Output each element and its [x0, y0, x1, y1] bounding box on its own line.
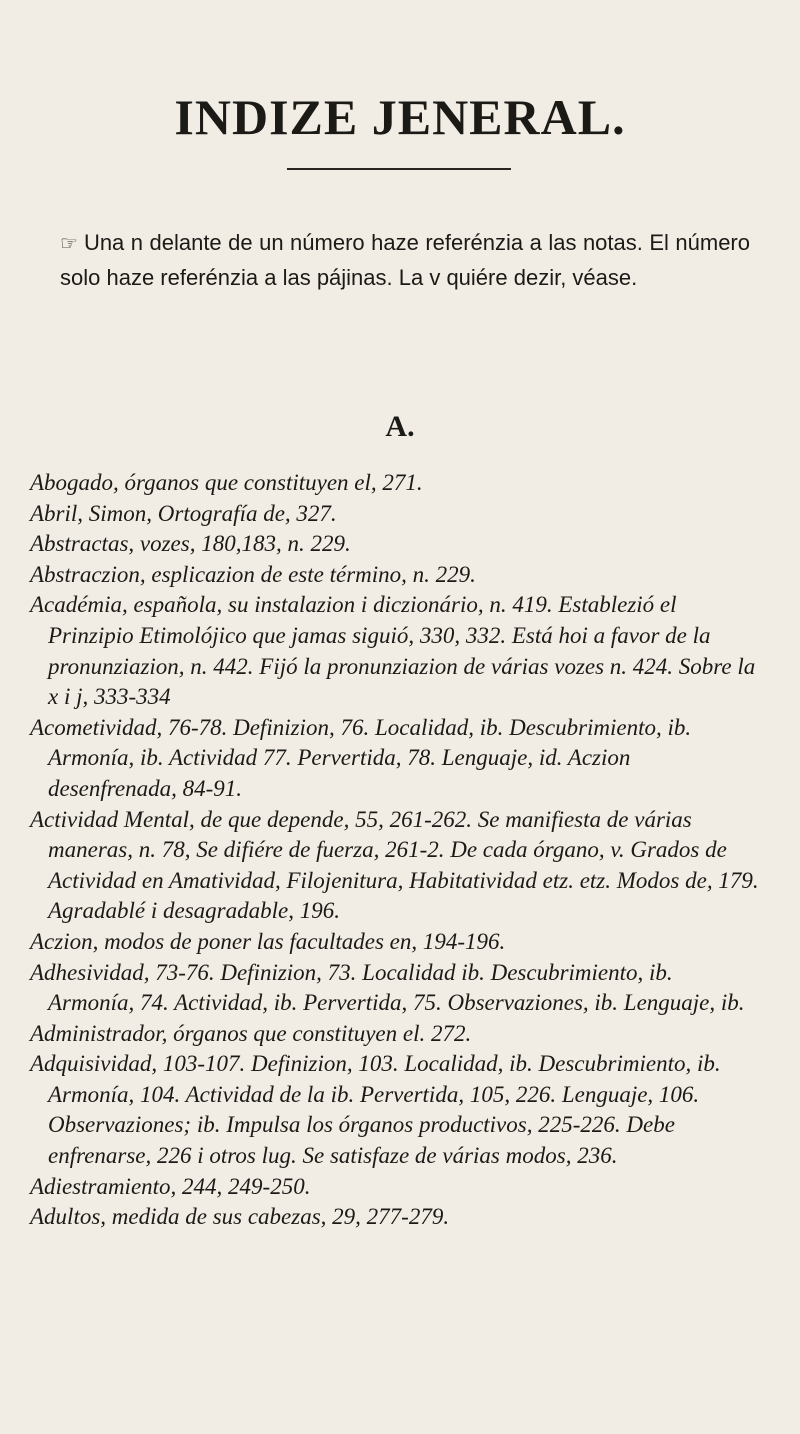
pointing-hand-icon: ☞ [60, 233, 78, 255]
index-entry: Aczion, modos de poner las facultades en, 194-196. [30, 928, 506, 954]
index-entry: Académia, española, su instalazion i diczionário, n. 419. Establezió el Prinzipio Etimolójico que jamas siguió, 330, 332. Está hoi a favor de la pronunziazion, n. 442. Fijó la pronunziazion de várias vozes n. 424. Sobre la x i j, 333-334 [30, 592, 756, 710]
index-entry: Adultos, medida de sus cabezas, 29, 277-279. [30, 1204, 450, 1230]
index-entry: Adiestramiento, 244, 249-250. [30, 1173, 311, 1199]
index-entry: Acometividad, 76-78. Definizion, 76. Localidad, ib. Descubrimiento, ib. Armonía, ib. Actividad 77. Pervertida, 78. Lenguaje, id. Aczion desenfrenada, 84-91. [30, 714, 692, 801]
index-entry: Abogado, órganos que constituyen el, 271. [30, 470, 423, 495]
index-entry: Adquisividad, 103-107. Definizion, 103. Localidad, ib. Descubrimiento, ib. Armonía, 104. Actividad de la ib. Pervertida, 105, 226. Lenguaje, 106. Observaziones; ib. Impulsa los órganos productivos, 225-226. Debe enfrenarse, 226 i otros lug. Se satisfaze de várias modos, 236. [30, 1051, 721, 1169]
index-entry: Abril, Simon, Ortografía de, 327. [30, 500, 337, 526]
section-letter: A. [385, 410, 415, 443]
intro-note [60, 226, 750, 295]
entry-list [30, 468, 760, 1233]
intro-text: Una n delante de un número haze referénzia a las notas. El número solo haze referénzia a las pájinas. La v quiére dezir, véase. [60, 230, 750, 290]
index-entry: Administrador, órganos que constituyen el. 272. [30, 1020, 472, 1046]
page-title: INDIZE JENERAL. [174, 89, 626, 145]
index-entry: Actividad Mental, de que depende, 55, 261-262. Se manifiesta de várias maneras, n. 78, Se difiére de fuerza, 261-2. De cada órgano, v. Grados de Actividad en Amatividad, Filojenitura, Habitatividad etz. etz. Modos de, 179. Agradablé i desagradable, 196. [30, 806, 759, 924]
index-entry: Abstraczion, esplicazion de este término, n. 229. [30, 561, 476, 587]
index-entry: Abstractas, vozes, 180,183, n. 229. [30, 531, 351, 557]
title-rule [287, 168, 511, 170]
index-entry: Adhesividad, 73-76. Definizion, 73. Localidad ib. Descubrimiento, ib. Armonía, 74. Actividad, ib. Pervertida, 75. Observaziones, ib. Lenguaje, ib. [30, 959, 745, 1016]
